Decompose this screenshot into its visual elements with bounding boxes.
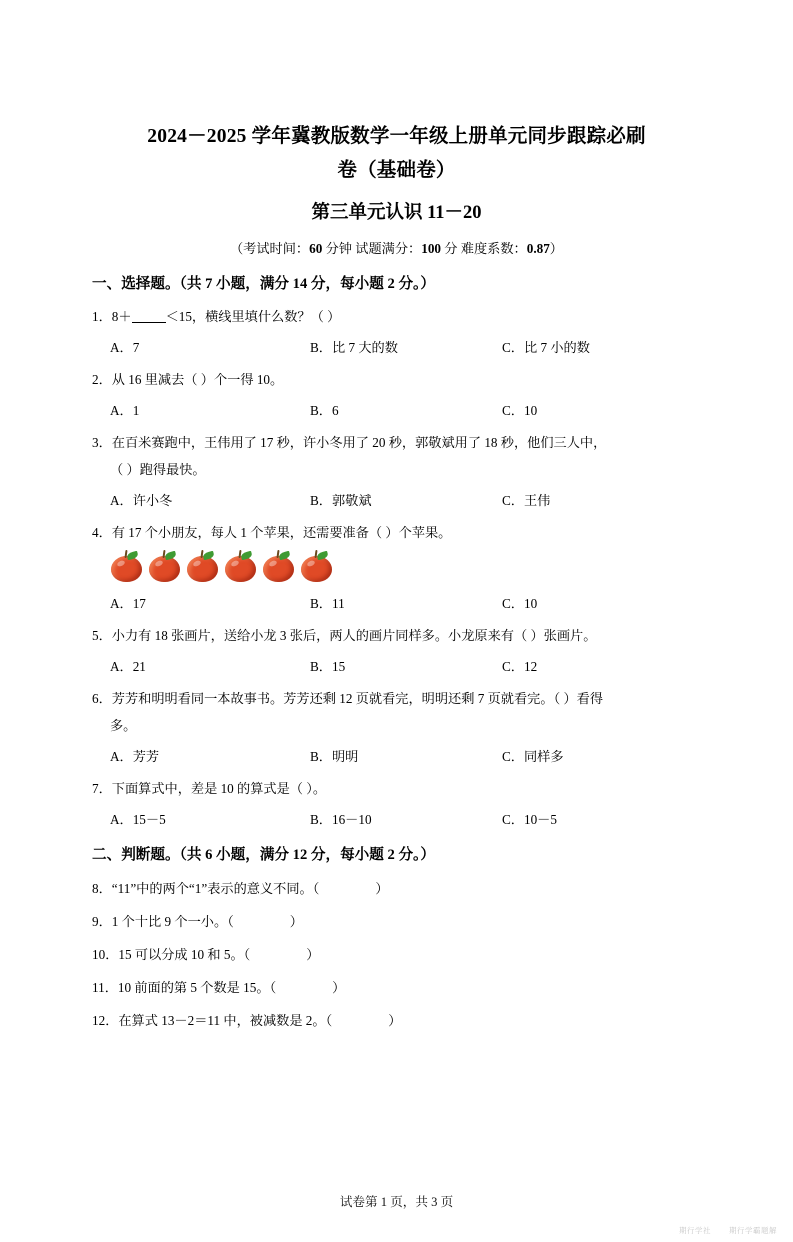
question-12 — [92, 1010, 701, 1031]
question-1 — [92, 306, 701, 327]
exam-meta-prefix: （考试时间： — [230, 241, 310, 256]
question-10-tail: ） — [306, 947, 320, 962]
exam-time-unit: 分钟 试题满分： — [322, 241, 422, 256]
question-6-body: 芳芳和明明看同一本故事书。芳芳还剩 12 页就看完，明明还剩 7 页就看完。（ ）看得 — [111, 691, 604, 706]
question-2-options — [92, 401, 701, 421]
option-b[interactable]: B．郭敬斌 — [310, 493, 372, 508]
question-9 — [92, 911, 701, 932]
question-8-body: “11”中的两个“1”表示的意义不同。（ — [111, 881, 320, 896]
question-2-text — [92, 369, 701, 390]
question-3-body-line2: （ ）跑得最快。 — [110, 462, 206, 477]
section-heading-choice: 一、选择题。（共 7 小题，满分 14 分，每小题 2 分。） — [92, 276, 435, 292]
question-3-options — [92, 491, 701, 511]
question-3-number: 3． — [92, 435, 112, 450]
option-a[interactable]: A．许小冬 — [110, 493, 173, 508]
question-6-text — [92, 688, 701, 709]
exam-difficulty-value: 0.87 — [526, 241, 550, 256]
question-6-number: 6． — [92, 691, 112, 706]
question-5-body: 小力有 18 张画片，送给小龙 3 张后，两人的画片同样多。小龙原来有（ ）张画片。 — [111, 628, 597, 643]
question-5-number: 5． — [92, 628, 112, 643]
option-a[interactable]: A．1 — [110, 403, 140, 418]
option-b[interactable]: B．16－10 — [310, 812, 372, 827]
option-c[interactable]: C．比 7 小的数 — [502, 340, 590, 355]
question-5 — [92, 625, 701, 646]
question-4 — [92, 522, 701, 543]
question-7-number: 7． — [92, 781, 112, 796]
question-8-tail: ） — [375, 881, 389, 896]
question-9-number: 9． — [92, 914, 112, 929]
page-footer: 试卷第 1 页，共 3 页 — [339, 1195, 454, 1209]
question-8 — [92, 878, 701, 899]
option-c[interactable]: C．10 — [502, 596, 538, 611]
question-3 — [92, 432, 701, 480]
question-7 — [92, 778, 701, 799]
question-1-options — [92, 338, 701, 358]
question-3-text — [92, 432, 701, 453]
question-11 — [92, 977, 701, 998]
question-12-body: 在算式 13－2＝11 中，被减数是 2。（ — [118, 1013, 333, 1028]
question-6 — [92, 688, 701, 736]
question-7-text — [92, 778, 701, 799]
option-a[interactable]: A．芳芳 — [110, 749, 160, 764]
apple-icon — [148, 550, 181, 583]
question-1-text — [92, 306, 701, 327]
question-4-options — [92, 594, 701, 614]
question-9-body: 1 个十比 9 个一小。（ — [111, 914, 234, 929]
page-title — [92, 120, 701, 188]
question-4-number: 4． — [92, 525, 112, 540]
apple-icon — [186, 550, 219, 583]
option-c[interactable]: C．王伟 — [502, 493, 551, 508]
option-a[interactable]: A．15－5 — [110, 812, 166, 827]
exam-score-unit: 分 难度系数： — [441, 241, 527, 256]
section-heading-judge: 二、判断题。（共 6 小题，满分 12 分，每小题 2 分。） — [92, 847, 435, 863]
apple-illustration — [110, 550, 701, 583]
watermark-right: 期行学霸题解 — [729, 1226, 777, 1235]
option-a[interactable]: A．17 — [110, 596, 146, 611]
question-11-number: 11． — [92, 980, 118, 995]
question-1-number: 1． — [92, 309, 112, 324]
question-11-tail: ） — [332, 980, 346, 995]
question-7-body: 下面算式中，差是 10 的算式是（ ）。 — [111, 781, 327, 796]
exam-meta-suffix: ） — [549, 241, 563, 256]
watermark-group — [679, 1225, 777, 1236]
question-5-options — [92, 657, 701, 677]
question-1-text-before: 8＋ — [111, 309, 132, 324]
question-12-tail: ） — [388, 1013, 402, 1028]
option-b[interactable]: B．15 — [310, 659, 346, 674]
question-2-number: 2． — [92, 372, 112, 387]
option-a[interactable]: A．21 — [110, 659, 146, 674]
option-c[interactable]: C．10 — [502, 403, 538, 418]
watermark-left: 期行学社 — [679, 1226, 711, 1235]
fill-blank-line — [132, 322, 166, 323]
exam-meta — [92, 239, 701, 259]
option-b[interactable]: B．明明 — [310, 749, 359, 764]
question-9-tail: ） — [289, 914, 303, 929]
option-b[interactable]: B．比 7 大的数 — [310, 340, 398, 355]
question-10-body: 15 可以分成 10 和 5。（ — [118, 947, 251, 962]
question-3-body: 在百米赛跑中，王伟用了 17 秒，许小冬用了 20 秒，郭敬斌用了 18 秒，他们三人中， — [111, 435, 607, 450]
exam-time-value: 60 — [309, 241, 323, 256]
apple-icon — [262, 550, 295, 583]
exam-score-value: 100 — [421, 241, 441, 256]
question-12-number: 12． — [92, 1013, 119, 1028]
question-10 — [92, 944, 701, 965]
option-b[interactable]: B．6 — [310, 403, 339, 418]
page-title-line1: 2024－2025 学年冀教版数学一年级上册单元同步跟踪必刷 — [147, 126, 646, 147]
question-10-number: 10． — [92, 947, 119, 962]
question-7-options — [92, 810, 701, 830]
question-5-text — [92, 625, 701, 646]
question-11-body: 10 前面的第 5 个数是 15。（ — [117, 980, 277, 995]
question-4-text — [92, 522, 701, 543]
question-8-number: 8． — [92, 881, 112, 896]
option-b[interactable]: B．11 — [310, 596, 345, 611]
question-1-text-after: ＜15，横线里填什么数？（ ） — [165, 309, 341, 324]
page-title-line2: 卷（基础卷） — [337, 160, 456, 181]
apple-icon — [300, 550, 333, 583]
option-c[interactable]: C．同样多 — [502, 749, 564, 764]
unit-subtitle: 第三单元认识 11－20 — [311, 203, 482, 223]
question-4-body: 有 17 个小朋友，每人 1 个苹果，还需要准备（ ）个苹果。 — [111, 525, 452, 540]
option-a[interactable]: A．7 — [110, 340, 140, 355]
question-2 — [92, 369, 701, 390]
apple-icon — [110, 550, 143, 583]
question-6-options — [92, 747, 701, 767]
question-2-body: 从 16 里减去（ ）个一得 10。 — [111, 372, 284, 387]
question-6-body-line2: 多。 — [110, 718, 137, 733]
option-c[interactable]: C．10－5 — [502, 812, 557, 827]
option-c[interactable]: C．12 — [502, 659, 538, 674]
exam-page — [0, 120, 793, 1242]
apple-icon — [224, 550, 257, 583]
